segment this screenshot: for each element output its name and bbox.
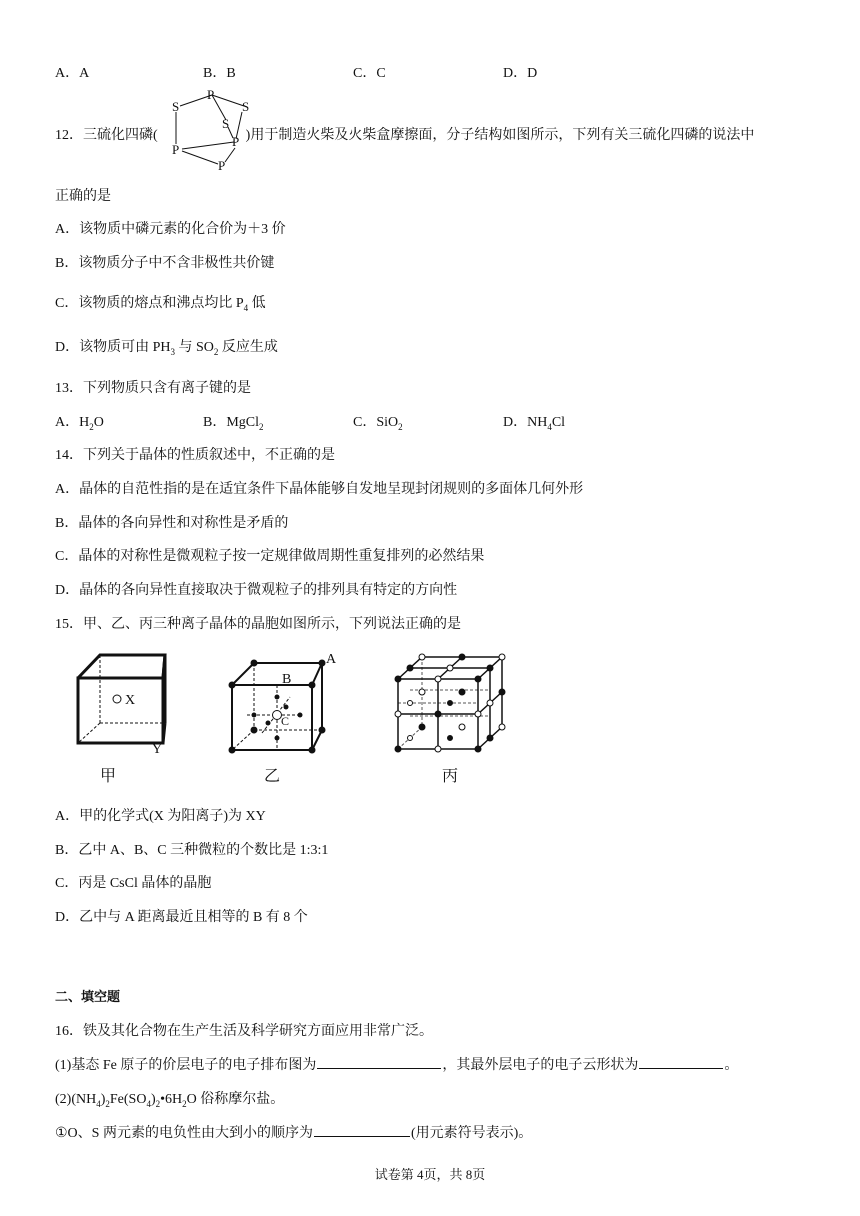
- q12-d-mid: 与 SO: [175, 340, 214, 355]
- q16-p2-e: •6H: [160, 1092, 183, 1107]
- q13-b-pre: B．MgCl: [203, 415, 260, 430]
- q15-option-c: C．丙是 CsCl 晶体的晶胞: [55, 876, 212, 891]
- section-title-fill-in: 二、填空题: [55, 990, 121, 1005]
- atom-p-left: P: [172, 142, 180, 157]
- q16-p2-s4: 2: [155, 1098, 161, 1109]
- q14-option-c: C．晶体的对称性是微观粒子按一定规律做周期性重复排列的必然结果: [55, 549, 485, 564]
- q12-c-pre: C．该物质的熔点和沸点均比 P: [55, 296, 244, 311]
- q16-p2-s5: 2: [182, 1098, 187, 1109]
- q12-c-sub: 4: [243, 302, 249, 313]
- q16-stem: 16．铁及其化合物在生产生活及科学研究方面应用非常广泛。: [55, 1024, 433, 1039]
- q13-d-sub: 4: [547, 421, 552, 432]
- q11-option-d: D．D: [503, 66, 538, 81]
- crystal-figure-yi: [222, 645, 352, 790]
- q11-option-a: A．A: [55, 66, 90, 81]
- label-y: Y: [152, 742, 163, 757]
- q12-c-post: 低: [248, 296, 266, 311]
- q12-option-a: A．该物质中磷元素的化合价为＋3 价: [55, 222, 286, 237]
- q16-p3-post: (用元素符号表示)。: [410, 1126, 533, 1141]
- q16-part1: [55, 1054, 738, 1074]
- label-yi: 乙: [264, 768, 281, 785]
- label-c: C: [281, 714, 290, 728]
- atom-s-middle: S: [222, 116, 230, 131]
- q16-p1-mid: ，其最外层电子的电子云形状为: [442, 1058, 639, 1073]
- q16-p2-s2: 2: [105, 1098, 110, 1109]
- q13-stem: 13．下列物质只含有离子键的是: [55, 381, 251, 396]
- atom-s-right: S: [242, 99, 250, 114]
- q14-option-a: A．晶体的自范性指的是在适宜条件下晶体能够自发地呈现封闭规则的多面体几何外形: [55, 482, 584, 497]
- q13-option-d: [503, 411, 565, 432]
- q12-d-sub2: 2: [213, 346, 219, 357]
- atom-p-top: P: [207, 87, 215, 102]
- label-jia: 甲: [100, 768, 117, 785]
- q12-number: 12．三硫化四磷(: [55, 128, 158, 143]
- q14-option-d: D．晶体的各向异性直接取决于微观粒子的排列具有特定的方向性: [55, 583, 458, 598]
- label-a: A: [326, 652, 337, 667]
- q16-p2-s3: 4: [146, 1098, 151, 1109]
- page-footer: 试卷第 4页，共 8页: [374, 1167, 486, 1182]
- q13-a-post: O: [93, 415, 104, 430]
- q13-d-pre: D．NH: [503, 415, 548, 430]
- q11-option-b: B．B: [203, 66, 236, 81]
- q16-p3-pre: ①O、S 两元素的电负性由大到小的顺序为: [55, 1126, 313, 1141]
- q13-option-b: [203, 411, 264, 432]
- q15-option-d: D．乙中与 A 距离最近且相等的 B 有 8 个: [55, 910, 308, 925]
- label-x: X: [125, 693, 136, 708]
- crystal-figure-jia: [70, 645, 180, 790]
- q13-option-a: [55, 411, 104, 432]
- answer-blank-cloud-shape[interactable]: [639, 1054, 723, 1069]
- atom-s-left: S: [172, 99, 180, 114]
- q12-option-d: [55, 336, 278, 357]
- label-b: B: [282, 672, 292, 687]
- answer-blank-electronegativity[interactable]: [314, 1122, 410, 1137]
- q13-option-c: [353, 411, 403, 432]
- q12-option-b: B．该物质分子中不含非极性共价键: [55, 256, 275, 271]
- q13-b-sub: 2: [259, 421, 264, 432]
- q15-option-a: A．甲的化学式(X 为阳离子)为 XY: [55, 809, 266, 824]
- q13-a-sub: 2: [89, 421, 94, 432]
- q13-c-sub: 2: [398, 421, 403, 432]
- q14-stem: 14．下列关于晶体的性质叙述中，不正确的是: [55, 448, 335, 463]
- q16-p1-pre: (1)基态 Fe 原子的价层电子的电子排布图为: [55, 1058, 317, 1073]
- q16-p2-d: ): [150, 1092, 156, 1107]
- q12-option-c: [55, 292, 266, 313]
- q16-p2-b: ): [100, 1092, 106, 1107]
- crystal-figure-bing: [390, 645, 515, 790]
- q15-stem: 15．甲、乙、丙三种离子晶体的晶胞如图所示，下列说法正确的是: [55, 617, 461, 632]
- q14-option-b: B．晶体的各向异性和对称性是矛盾的: [55, 516, 289, 531]
- q16-part3: [55, 1122, 532, 1142]
- q16-p2-c: Fe(SO: [109, 1092, 147, 1107]
- q16-p2-f: O 俗称摩尔盐。: [186, 1092, 285, 1107]
- p4s3-molecule-figure: [158, 84, 258, 176]
- q12-d-pre: D．该物质可由 PH: [55, 340, 171, 355]
- q12-stem-rest: )用于制造火柴及火柴盒摩擦面，分子结构如图所示，下列有关三硫化四磷的说法中: [245, 128, 755, 143]
- q13-c-pre: C．SiO: [353, 415, 399, 430]
- atom-p-bottom: P: [218, 158, 226, 173]
- q12-stem-line2: 正确的是: [55, 189, 111, 204]
- q16-part2: [55, 1088, 284, 1109]
- atom-p-right: P: [232, 134, 240, 149]
- label-bing: 丙: [442, 768, 459, 785]
- q13-a-pre: A．H: [55, 415, 90, 430]
- q16-p1-post: 。: [724, 1058, 739, 1073]
- answer-blank-orbital-diagram[interactable]: [317, 1054, 441, 1069]
- q11-option-c: C．C: [353, 66, 386, 81]
- q16-p2-s1: 4: [96, 1098, 101, 1109]
- q12-d-sub1: 3: [170, 346, 176, 357]
- q16-p2-a: (2)(NH: [55, 1092, 97, 1107]
- q13-d-post: Cl: [551, 415, 566, 430]
- q12-d-post: 反应生成: [218, 340, 278, 355]
- q15-option-b: B．乙中 A、B、C 三种微粒的个数比是 1:3:1: [55, 843, 329, 858]
